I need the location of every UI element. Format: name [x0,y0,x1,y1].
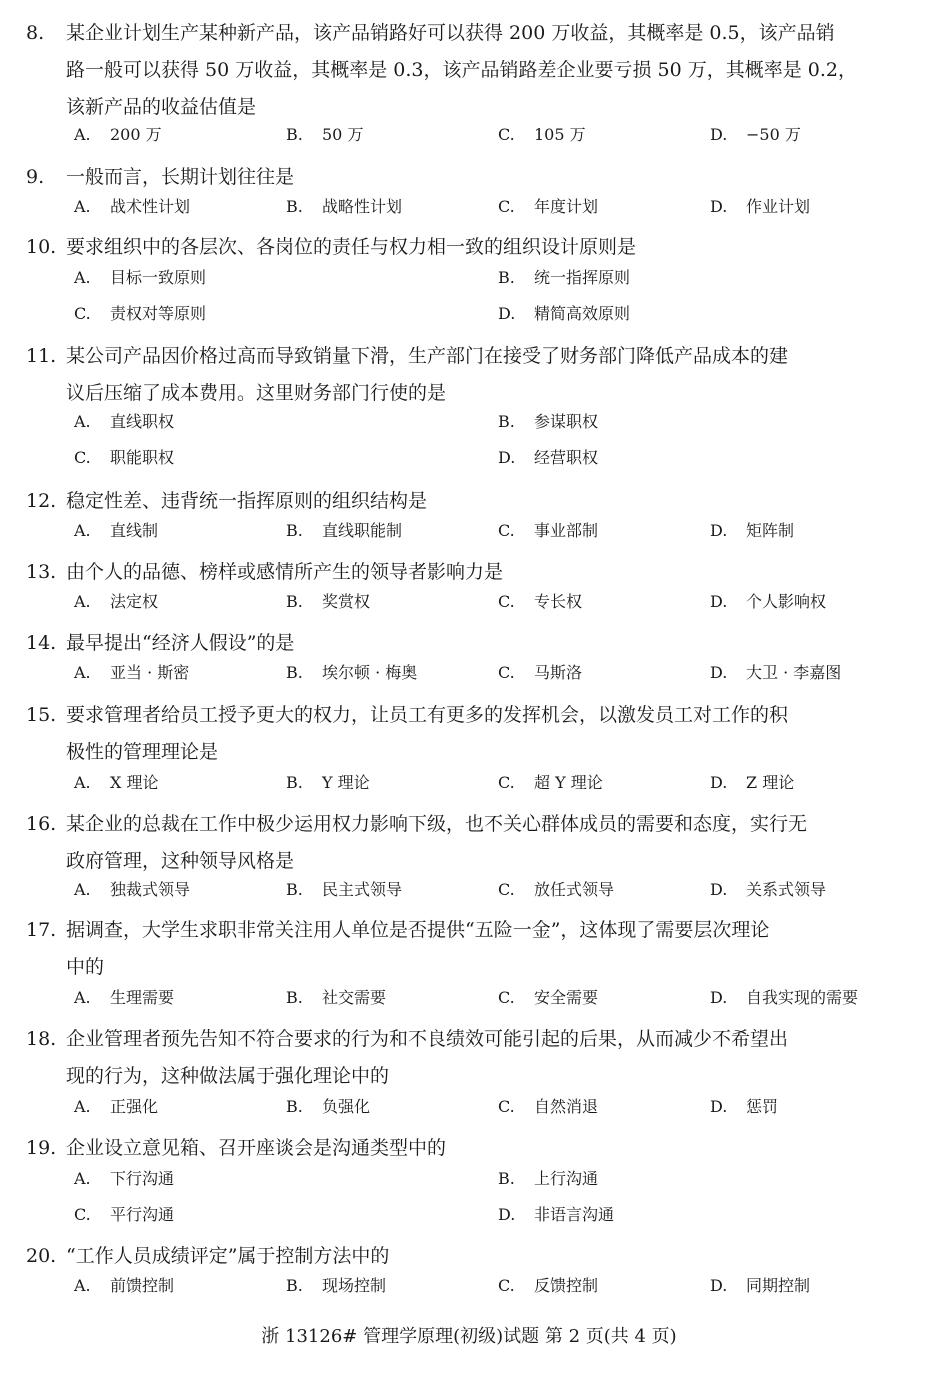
question-stem-line: 一般而言，长期计划往往是 [66,166,295,188]
option-letter: D. [498,448,516,467]
option-a [74,518,158,541]
option-letter: B. [286,125,303,144]
option-text: 200 万 [110,125,162,144]
question-15 [0,696,938,770]
option-letter: D. [498,1205,516,1224]
option-text: 自我实现的需要 [746,988,859,1007]
question-13 [0,553,938,590]
option-text: 经营职权 [534,448,599,467]
question-19 [0,1129,938,1166]
option-d [710,518,794,541]
question-stem-line: 据调查，大学生求职非常关注用人单位是否提供“五险一金”，这体现了需要层次理论 [66,919,770,941]
option-a [74,409,174,432]
option-text: 50 万 [322,125,364,144]
option-letter: D. [710,125,728,144]
question-stem [0,624,938,661]
question-stem-line: 要求组织中的各层次、各岗位的责任与权力相一致的组织设计原则是 [66,236,637,258]
option-text: 矩阵制 [746,521,795,540]
option-text: 奖赏权 [322,592,371,611]
option-b [286,1094,370,1117]
option-letter: B. [286,988,303,1007]
option-letter: D. [710,1276,728,1295]
option-d [710,122,801,145]
question-stem [0,1129,938,1166]
option-text: 马斯洛 [534,663,583,682]
option-text: 独裁式领导 [110,880,191,899]
option-text: 非语言沟通 [534,1205,615,1224]
question-stem-line: 某企业的总裁在工作中极少运用权力影响下级，也不关心群体成员的需要和态度，实行无 [66,813,808,835]
option-a [74,985,174,1008]
question-stem-line: 现的行为，这种做法属于强化理论中的 [66,1065,390,1087]
option-text: 战术性计划 [110,197,191,216]
option-a [74,589,158,612]
option-a [74,122,162,145]
option-letter: A. [74,592,91,611]
option-c [498,770,603,793]
option-letter: A. [74,1169,91,1188]
question-stem [0,482,938,519]
option-letter: A. [74,1097,91,1116]
option-letter: B. [498,412,515,431]
question-number: 19. [26,1137,57,1159]
option-letter: A. [74,521,91,540]
option-letter: A. [74,197,91,216]
option-letter: C. [498,197,515,216]
option-letter: C. [74,448,91,467]
option-text: 专长权 [534,592,583,611]
option-letter: B. [286,1097,303,1116]
option-text: 职能职权 [110,448,175,467]
question-12 [0,482,938,519]
option-letter: D. [498,304,516,323]
option-text: 同期控制 [746,1276,811,1295]
option-letter: A. [74,1276,91,1295]
option-b [286,877,402,900]
question-stem-line: 极性的管理理论是 [66,741,219,763]
option-letter: B. [286,663,303,682]
question-stem-line: 某公司产品因价格过高而导致销量下滑，生产部门在接受了财务部门降低产品成本的建 [66,345,789,367]
option-text: 埃尔顿 · 梅奥 [322,663,418,682]
question-number: 20. [26,1245,57,1267]
option-text: 现场控制 [322,1276,387,1295]
option-text: 安全需要 [534,988,599,1007]
option-a [74,660,189,683]
option-text: 自然消退 [534,1097,599,1116]
option-letter: A. [74,880,91,899]
option-b [286,194,402,217]
option-d [710,1273,810,1296]
option-letter: C. [74,1205,91,1224]
question-stem [0,805,938,879]
option-c [498,589,582,612]
question-number: 11. [26,345,57,367]
question-stem [0,553,938,590]
option-text: 作业计划 [746,197,811,216]
option-text: 战略性计划 [322,197,403,216]
option-b [286,1273,386,1296]
option-text: 直线职能制 [322,521,403,540]
option-c [498,1094,598,1117]
question-stem-line: 该新产品的收益估值是 [66,96,257,118]
option-text: X 理论 [110,773,159,792]
option-b [286,985,386,1008]
option-text: 年度计划 [534,197,599,216]
option-letter: C. [498,125,515,144]
option-letter: D. [710,988,728,1007]
option-letter: C. [498,773,515,792]
option-letter: A. [74,663,91,682]
question-stem [0,228,938,265]
option-text: 法定权 [110,592,159,611]
option-text: 生理需要 [110,988,175,1007]
option-d [710,877,826,900]
option-b [286,660,417,683]
option-a [74,265,206,288]
option-letter: C. [498,988,515,1007]
question-stem-line: 企业管理者预先告知不符合要求的行为和不良绩效可能引起的后果，从而减少不希望出 [66,1028,789,1050]
option-a [74,1166,174,1189]
option-c [74,1202,174,1225]
option-letter: C. [498,663,515,682]
option-c [498,877,614,900]
question-18 [0,1020,938,1094]
option-letter: B. [498,1169,515,1188]
option-letter: B. [286,197,303,216]
option-c [74,301,206,324]
option-c [498,660,582,683]
option-c [498,518,598,541]
question-8 [0,14,938,125]
question-stem [0,14,938,125]
question-stem-line: 路一般可以获得 50 万收益，其概率是 0.3，该产品销路差企业要亏损 50 万，其概率是 0.2， [66,59,858,81]
option-text: 上行沟通 [534,1169,599,1188]
option-d [710,770,794,793]
option-letter: A. [74,125,91,144]
option-text: 目标一致原则 [110,268,207,287]
option-b [286,518,402,541]
option-text: 直线职权 [110,412,175,431]
option-text: 社交需要 [322,988,387,1007]
option-text: 责权对等原则 [110,304,207,323]
option-text: 超 Y 理论 [534,773,603,792]
option-text: 负强化 [322,1097,371,1116]
option-a [74,1273,174,1296]
option-text: 105 万 [534,125,586,144]
option-text: 事业部制 [534,521,599,540]
option-letter: D. [710,880,728,899]
option-b [286,122,363,145]
option-text: 放任式领导 [534,880,615,899]
question-9 [0,158,938,195]
option-text: 参谋职权 [534,412,599,431]
option-text: 个人影响权 [746,592,827,611]
option-c [498,194,598,217]
question-stem-line: 要求管理者给员工授予更大的权力，让员工有更多的发挥机会，以激发员工对工作的积 [66,704,789,726]
option-a [74,194,190,217]
question-number: 13. [26,561,57,583]
option-a [74,1094,158,1117]
question-number: 8. [26,22,45,44]
question-stem-line: 最早提出“经济人假设”的是 [66,632,295,654]
option-text: 下行沟通 [110,1169,175,1188]
option-d [710,589,826,612]
question-stem-line: “工作人员成绩评定”属于控制方法中的 [66,1245,390,1267]
option-d [498,1202,614,1225]
option-letter: B. [286,592,303,611]
option-letter: D. [710,197,728,216]
question-11 [0,337,938,411]
option-text: 直线制 [110,521,159,540]
question-stem [0,696,938,770]
page-footer: 浙 13126# 管理学原理(初级)试题 第 2 页(共 4 页) [261,1326,677,1347]
option-text: 民主式领导 [322,880,403,899]
option-letter: B. [498,268,515,287]
option-letter: A. [74,268,91,287]
option-text: 统一指挥原则 [534,268,631,287]
option-c [74,445,174,468]
option-a [74,877,190,900]
option-letter: B. [286,521,303,540]
option-letter: B. [286,773,303,792]
question-stem [0,1020,938,1094]
option-b [498,265,630,288]
option-b [498,409,598,432]
option-letter: D. [710,1097,728,1116]
option-d [710,660,841,683]
option-c [498,122,586,145]
question-14 [0,624,938,661]
option-letter: C. [498,592,515,611]
option-letter: D. [710,592,728,611]
question-stem-line: 政府管理，这种领导风格是 [66,850,295,872]
option-letter: B. [286,1276,303,1295]
option-c [498,1273,598,1296]
option-text: Y 理论 [322,773,370,792]
option-d [710,1094,778,1117]
question-number: 9. [26,166,45,188]
question-number: 18. [26,1028,57,1050]
option-text: Z 理论 [746,773,795,792]
option-letter: D. [710,521,728,540]
option-text: 大卫 · 李嘉图 [746,663,842,682]
question-16 [0,805,938,879]
question-stem [0,337,938,411]
question-number: 10. [26,236,57,258]
question-10 [0,228,938,265]
option-text: 前馈控制 [110,1276,175,1295]
option-text: −50 万 [746,125,801,144]
question-stem-line: 中的 [66,956,105,978]
option-d [710,985,858,1008]
option-b [498,1166,598,1189]
question-20 [0,1237,938,1274]
question-stem-line: 企业设立意见箱、召开座谈会是沟通类型中的 [66,1137,447,1159]
question-number: 14. [26,632,57,654]
option-d [498,301,630,324]
option-a [74,770,158,793]
question-17 [0,911,938,985]
option-letter: D. [710,663,728,682]
option-letter: C. [498,1276,515,1295]
option-letter: C. [74,304,91,323]
option-text: 正强化 [110,1097,159,1116]
question-stem [0,158,938,195]
option-d [710,194,810,217]
option-text: 精简高效原则 [534,304,631,323]
question-stem-line: 某企业计划生产某种新产品，该产品销路好可以获得 200 万收益，其概率是 0.5，该产品销 [66,22,835,44]
question-stem-line: 议后压缩了成本费用。这里财务部门行使的是 [66,382,447,404]
option-letter: A. [74,988,91,1007]
question-stem-line: 由个人的品德、榜样或感情所产生的领导者影响力是 [66,561,504,583]
option-letter: C. [498,1097,515,1116]
option-text: 惩罚 [746,1097,779,1116]
option-text: 关系式领导 [746,880,827,899]
option-text: 平行沟通 [110,1205,175,1224]
option-b [286,770,370,793]
option-c [498,985,598,1008]
option-letter: A. [74,412,91,431]
question-stem [0,1237,938,1274]
option-b [286,589,370,612]
question-number: 16. [26,813,57,835]
question-number: 15. [26,704,57,726]
question-stem [0,911,938,985]
option-d [498,445,598,468]
option-letter: C. [498,521,515,540]
question-number: 12. [26,490,57,512]
option-letter: D. [710,773,728,792]
option-letter: A. [74,773,91,792]
question-number: 17. [26,919,57,941]
option-letter: C. [498,880,515,899]
option-text: 亚当 · 斯密 [110,663,190,682]
option-letter: B. [286,880,303,899]
option-text: 反馈控制 [534,1276,599,1295]
question-stem-line: 稳定性差、违背统一指挥原则的组织结构是 [66,490,428,512]
